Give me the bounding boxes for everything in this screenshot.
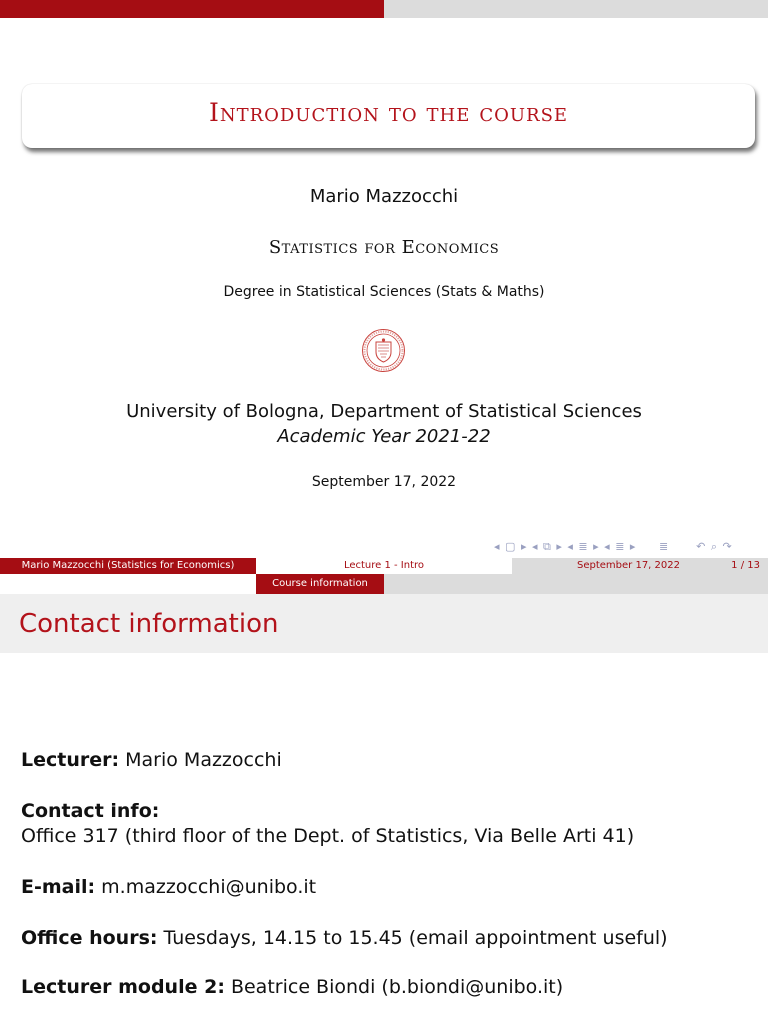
nav-slide-icon[interactable]: ▢ xyxy=(505,540,517,553)
nav-prev-section-icon[interactable]: ◂ xyxy=(604,540,611,553)
header-bar-red xyxy=(0,0,384,18)
office-hours-line xyxy=(21,927,668,949)
section-bar-left xyxy=(0,574,256,594)
author: Mario Mazzocchi xyxy=(309,186,459,207)
contact-label: Contact info: xyxy=(21,800,160,822)
module2-line xyxy=(21,976,563,998)
presentation-date: September 17, 2022 xyxy=(311,474,457,490)
footer-author: Mario Mazzocchi (Statistics for Economics) xyxy=(0,558,256,574)
nav-next-icon[interactable]: ▸ xyxy=(520,540,528,553)
office-hours-value: Tuesdays, 14.15 to 15.45 (email appointment useful) xyxy=(157,927,668,949)
email-label: E-mail: xyxy=(21,876,96,898)
office-hours-label: Office hours: xyxy=(21,927,158,949)
contact-label-line xyxy=(21,800,159,822)
footer-lecture: Lecture 1 - Intro xyxy=(256,558,512,574)
academic-year: Academic Year 2021-22 xyxy=(277,426,491,447)
title-box xyxy=(22,84,755,148)
nav-search-icon[interactable]: ⌕ xyxy=(710,540,719,553)
footer-right xyxy=(512,558,768,574)
degree: Degree in Statistical Sciences (Stats & Maths) xyxy=(223,284,545,300)
nav-forward-icon[interactable]: ↷ xyxy=(722,540,733,553)
frame-title: Contact information xyxy=(19,609,279,639)
email-line xyxy=(21,876,316,898)
nav-prev-frame-icon[interactable]: ◂ xyxy=(531,540,539,553)
nav-subsection-icon[interactable]: ≣ xyxy=(578,540,589,553)
lecturer-value: Mario Mazzocchi xyxy=(119,749,282,771)
nav-document-icon[interactable]: ≣ xyxy=(658,540,670,553)
nav-next-section-icon[interactable]: ▸ xyxy=(629,540,637,553)
footer-page-number: 1 / 13 xyxy=(731,560,760,571)
nav-prev-subsection-icon[interactable]: ◂ xyxy=(567,540,574,553)
nav-next-subsection-icon[interactable]: ▸ xyxy=(593,540,600,553)
section-bar-right xyxy=(384,574,768,594)
beamer-navigation[interactable] xyxy=(494,540,733,554)
nav-section-icon[interactable]: ≣ xyxy=(615,540,626,553)
email-value[interactable]: m.mazzocchi@unibo.it xyxy=(95,876,317,898)
contact-value: Office 317 (third floor of the Dept. of Statistics, Via Belle Arti 41) xyxy=(21,825,635,847)
university-seal-icon xyxy=(361,328,406,373)
nav-prev-icon[interactable]: ◂ xyxy=(494,540,501,553)
module2-value: Beatrice Biondi (b.biondi@unibo.it) xyxy=(224,976,564,998)
nav-next-frame-icon[interactable]: ▸ xyxy=(556,540,563,553)
footer-date: September 17, 2022 xyxy=(577,560,680,571)
nav-frame-icon[interactable]: ⧉ xyxy=(543,540,552,553)
lecturer-line xyxy=(21,749,282,771)
lecturer-label: Lecturer: xyxy=(21,749,120,771)
section-tab-course-information[interactable]: Course information xyxy=(256,574,384,594)
header-bar-grey xyxy=(384,0,768,18)
course-name: Statistics for Economics xyxy=(268,237,500,258)
nav-back-icon[interactable]: ↶ xyxy=(696,540,707,553)
module2-label: Lecturer module 2: xyxy=(21,976,225,998)
institution: University of Bologna, Department of Statistical Sciences xyxy=(126,401,642,422)
slide-title: Introduction to the course xyxy=(208,98,569,127)
